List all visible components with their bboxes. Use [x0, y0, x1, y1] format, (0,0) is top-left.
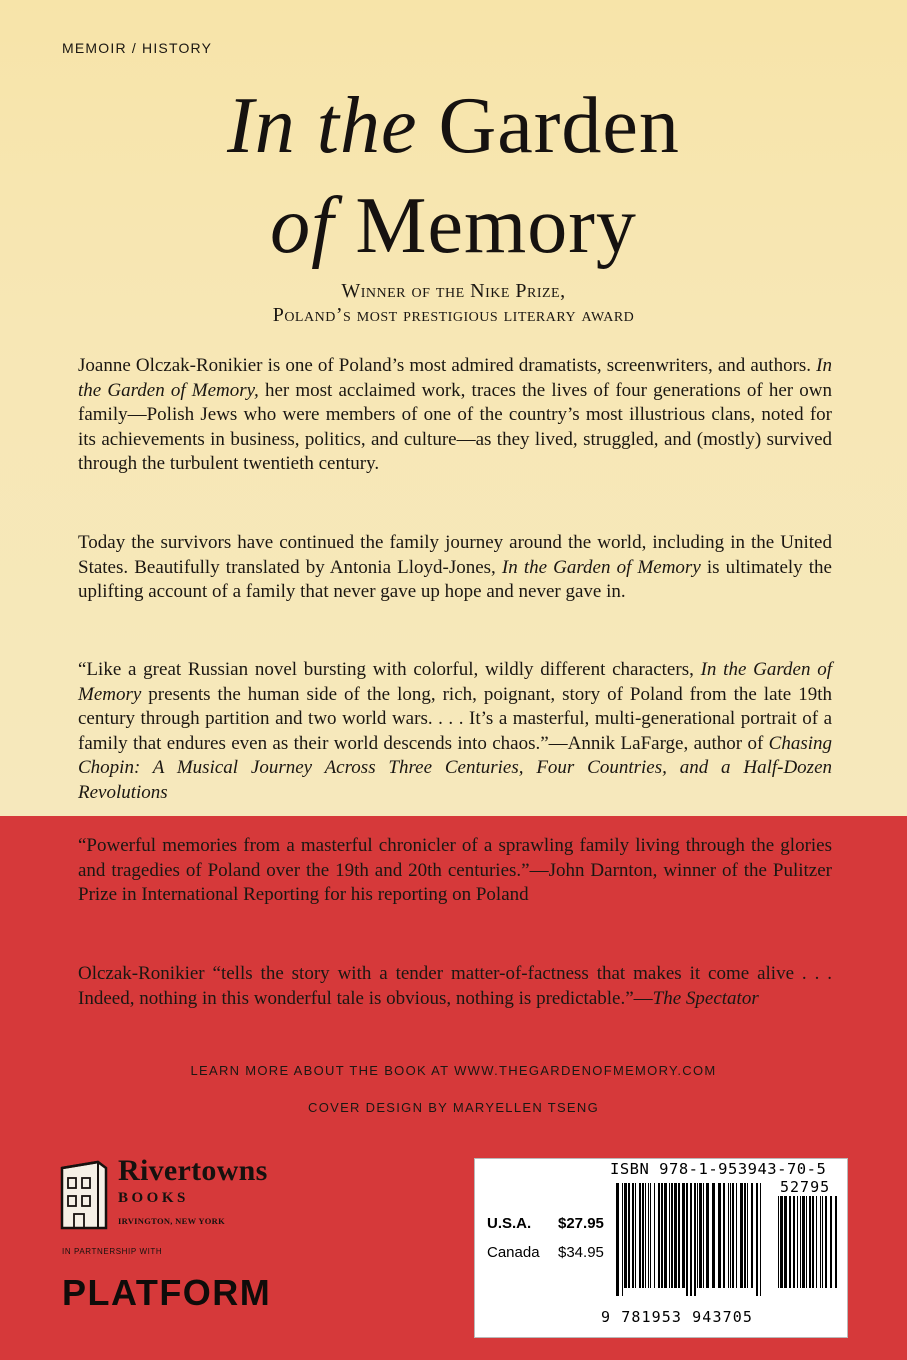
barcode-bar — [678, 1183, 680, 1288]
isbn-number: ISBN 978-1-953943-70-5 — [610, 1160, 827, 1178]
barcode-bar — [671, 1183, 673, 1288]
price-label-usa: U.S.A. — [487, 1215, 532, 1232]
book-title-italic: In the Garden of Memory, — [78, 355, 832, 401]
cover-design-credit: COVER DESIGN BY MARYELLEN TSENG — [308, 1100, 599, 1115]
rivertowns-building-icon — [58, 1158, 110, 1232]
barcode-bar — [789, 1196, 791, 1288]
barcode-bar — [674, 1183, 677, 1288]
reviewer-book-italic: Chasing Chopin: A Musical Journey Across Three Centuries, Four Countries, and a Half-Dozen Revolutions — [78, 732, 832, 803]
barcode-bar — [686, 1183, 688, 1296]
barcode-bar — [699, 1183, 702, 1288]
text-run: Today the survivors have continued the family journey around the world, including in the United States. Beautifully translated by Antonia Lloyd-Jones, — [78, 532, 832, 578]
barcode-bar — [800, 1196, 801, 1288]
publisher-name: Rivertowns — [118, 1154, 268, 1187]
barcode-bar — [661, 1183, 663, 1288]
barcode-bar — [809, 1196, 811, 1288]
addon-number: 52795 — [780, 1178, 831, 1196]
barcode-bar — [728, 1183, 729, 1288]
barcode-bar — [654, 1183, 655, 1288]
barcode-bar — [825, 1196, 827, 1288]
review-quote-1 — [78, 658, 832, 805]
price-value-canada: $34.95 — [558, 1244, 604, 1261]
text-run: Olczak-Ronikier “tells the story with a tender matter-of-factness that makes it come alive . . . Indeed, nothing in this wonderful tale is obvious, nothing is predictable.”— — [78, 963, 832, 1009]
book-title-line-1 — [0, 82, 907, 170]
quote-source-italic: The Spectator — [652, 987, 759, 1009]
text-run: is ultimately the uplifting account of a family that never gave up hope and never gave in. — [78, 556, 832, 602]
barcode-bar — [732, 1183, 734, 1288]
text-run: her most acclaimed work, traces the lives of four generations of her own family—Polish Jews who were members of one of the country’s most illustrious clans, noted for its achievements in business, politics, and culture—as they lived, struggled, and (mostly) survived through the turbulent twentieth century. — [78, 379, 832, 474]
title-roman-2: Memory — [355, 182, 637, 270]
description-paragraph-1 — [78, 354, 832, 477]
barcode-bar — [816, 1196, 817, 1288]
barcode-bar — [820, 1196, 821, 1288]
category-label: MEMOIR / HISTORY — [62, 40, 213, 56]
text-run: presents the human side of the long, rich, poignant, story of Poland from the late 19th century through partition and two world wars. . . . It’s a masterful, multi-generational portrait of a family that endures even as their world descends into chaos.”—Annik LaFarge, author of — [78, 683, 832, 754]
barcode-bar — [645, 1183, 646, 1288]
barcode-bar — [669, 1183, 670, 1288]
barcode-bar — [793, 1196, 795, 1288]
barcode-bar — [628, 1183, 630, 1288]
barcode-bar — [723, 1183, 725, 1288]
price-label-canada: Canada — [487, 1244, 540, 1261]
barcode-bar — [835, 1196, 837, 1288]
barcode-bar — [694, 1183, 696, 1296]
barcode-bar — [797, 1196, 798, 1288]
barcode-bar — [751, 1183, 753, 1288]
partner-logo: PLATFORM — [62, 1272, 272, 1313]
book-title-line-2 — [0, 182, 907, 270]
publisher-sub: BOOKS — [118, 1190, 189, 1206]
barcode-bar — [624, 1183, 627, 1288]
barcode-bar — [616, 1183, 619, 1296]
barcode-bar — [784, 1196, 787, 1288]
publisher-location: IRVINGTON, NEW YORK — [118, 1216, 226, 1226]
title-roman-1: Garden — [438, 82, 680, 170]
barcode-bar — [703, 1183, 704, 1288]
barcode-bar — [650, 1183, 651, 1288]
barcode-bar — [830, 1196, 832, 1288]
barcode-bar — [760, 1183, 761, 1296]
text-run: Joanne Olczak-Ronikier is one of Poland’s most admired dramatists, screenwriters, and authors. — [78, 355, 817, 376]
ean-number: 9 781953 943705 — [601, 1308, 753, 1326]
review-quote-3 — [78, 962, 832, 1011]
barcode-bar — [648, 1183, 649, 1288]
barcode-bar — [822, 1196, 823, 1288]
barcode-bar — [730, 1183, 731, 1288]
barcode-bar — [806, 1196, 807, 1288]
prize-line-1: Winner of the Nike Prize, — [341, 280, 566, 302]
barcode-bar — [756, 1183, 758, 1296]
review-quote-2: “Powerful memories from a masterful chronicler of a sprawling family living through the glories and tragedies of Poland over the 19th and 20th centuries.”—John Darnton, winner of the Pulitzer Prize in International Reporting for his reporting on Poland — [78, 835, 832, 905]
prize-line-2: Poland’s most prestigious literary award — [272, 304, 635, 326]
barcode-bar — [780, 1196, 783, 1288]
text-run: “Like a great Russian novel bursting with colorful, wildly different characters, — [78, 659, 701, 680]
barcode-bar — [706, 1183, 709, 1288]
barcode-bar — [664, 1183, 667, 1288]
addon-barcode-graphic — [778, 1196, 838, 1296]
barcode-bar — [778, 1196, 779, 1288]
barcode-bar — [682, 1183, 685, 1288]
book-title-italic: In the Garden of Memory — [501, 556, 701, 578]
barcode-bar — [622, 1183, 623, 1296]
barcode-bar — [718, 1183, 721, 1288]
title-italic-2: of — [270, 182, 335, 270]
price-value-usa: $27.95 — [558, 1215, 604, 1232]
barcode-bar — [744, 1183, 746, 1288]
barcode-bar — [802, 1196, 805, 1288]
ean-barcode-graphic — [616, 1183, 764, 1296]
barcode-bar — [635, 1183, 636, 1288]
barcode-bar — [658, 1183, 660, 1288]
book-title-italic: In the Garden of Memory — [78, 659, 832, 705]
barcode-bar — [812, 1196, 814, 1288]
barcode-bar — [639, 1183, 641, 1288]
barcode-bar — [697, 1183, 698, 1288]
barcode-bar — [712, 1183, 715, 1288]
barcode-bar — [747, 1183, 748, 1288]
description-paragraph-2 — [78, 531, 832, 605]
partnership-label: IN PARTNERSHIP WITH — [62, 1247, 163, 1256]
barcode-bar — [632, 1183, 634, 1288]
barcode-bar — [642, 1183, 644, 1288]
barcode-bar — [690, 1183, 692, 1296]
barcode-bar — [736, 1183, 737, 1288]
learn-more-text: LEARN MORE ABOUT THE BOOK AT WWW.THEGARDENOFMEMORY.COM — [190, 1063, 717, 1078]
barcode-bar — [740, 1183, 743, 1288]
title-italic-1: In the — [227, 82, 418, 170]
